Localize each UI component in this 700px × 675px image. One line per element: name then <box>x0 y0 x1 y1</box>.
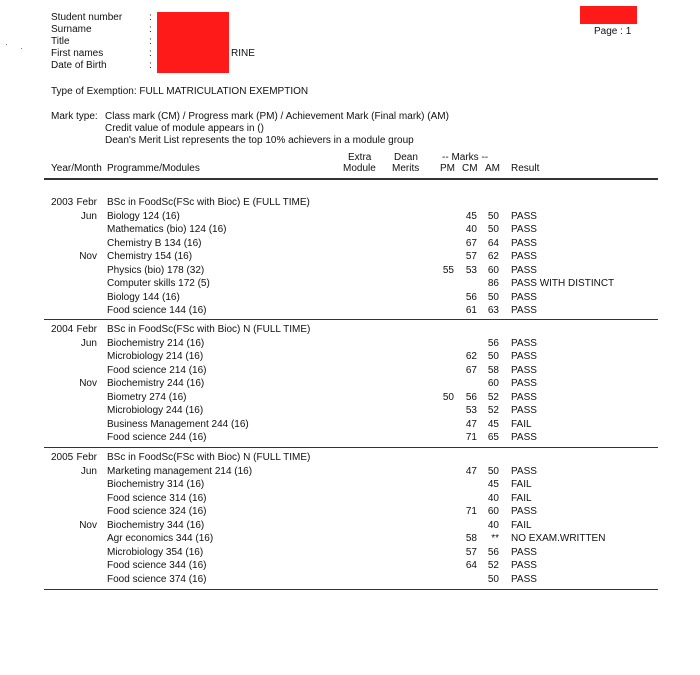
result-text: PASS <box>511 224 537 235</box>
am-mark: 50 <box>487 574 499 585</box>
programme-name: BSc in FoodSc(FSc with Bioc) N (FULL TIME) <box>107 324 311 335</box>
am-mark: 56 <box>487 338 499 349</box>
col-extra: Extra <box>348 152 372 163</box>
field-separator: : <box>149 60 152 71</box>
field-separator: : <box>149 48 152 59</box>
cm-mark: 40 <box>465 224 477 235</box>
cm-mark: 56 <box>465 392 477 403</box>
result-text: PASS <box>511 432 537 443</box>
module-name: Agr economics 344 (16) <box>107 533 214 544</box>
cm-mark: 58 <box>465 533 477 544</box>
result-text: FAIL <box>511 419 532 430</box>
module-name: Food science 314 (16) <box>107 493 207 504</box>
field-separator: : <box>149 12 152 23</box>
month-label: Febr <box>76 197 97 208</box>
col-cm: CM <box>462 163 478 174</box>
result-text: PASS <box>511 305 537 316</box>
result-text: PASS <box>511 211 537 222</box>
col-year-month: Year/Month <box>51 163 102 174</box>
col-dean: Dean <box>394 152 418 163</box>
col-am: AM <box>485 163 500 174</box>
result-text: PASS <box>511 292 537 303</box>
cm-mark: 62 <box>465 351 477 362</box>
am-mark: 58 <box>487 365 499 376</box>
cm-mark: 47 <box>465 419 477 430</box>
result-text: PASS <box>511 238 537 249</box>
am-mark: 86 <box>487 278 499 289</box>
module-name: Biology 124 (16) <box>107 211 180 222</box>
result-text: PASS <box>511 547 537 558</box>
module-name: Biology 144 (16) <box>107 292 180 303</box>
am-mark: 50 <box>487 466 499 477</box>
am-mark: 52 <box>487 560 499 571</box>
am-mark: 45 <box>487 419 499 430</box>
scan-speck <box>21 48 22 49</box>
module-name: Food science 144 (16) <box>107 305 207 316</box>
result-text: PASS WITH DISTINCT <box>511 278 615 289</box>
month-label: Jun <box>80 211 97 222</box>
mark-type-line: Class mark (CM) / Progress mark (PM) / Achievement Mark (Final mark) (AM) <box>105 111 449 122</box>
pm-mark: 50 <box>442 392 454 403</box>
am-mark: 50 <box>487 351 499 362</box>
result-text: FAIL <box>511 520 532 531</box>
programme-name: BSc in FoodSc(FSc with Bioc) E (FULL TIME) <box>107 197 310 208</box>
module-name: Food science 324 (16) <box>107 506 207 517</box>
result-text: PASS <box>511 405 537 416</box>
result-text: NO EXAM.WRITTEN <box>511 533 606 544</box>
mark-type-label: Mark type: <box>51 111 98 122</box>
module-name: Biochemistry 314 (16) <box>107 479 205 490</box>
col-merits: Merits <box>392 163 420 174</box>
month-label: Nov <box>79 251 97 262</box>
cm-mark: 57 <box>465 547 477 558</box>
redaction-block <box>157 12 229 73</box>
result-text: FAIL <box>511 479 532 490</box>
month-label: Nov <box>79 378 97 389</box>
col-programme: Programme/Modules <box>107 163 200 174</box>
result-text: PASS <box>511 392 537 403</box>
module-name: Physics (bio) 178 (32) <box>107 265 205 276</box>
student-number-label: Student number <box>51 12 123 23</box>
result-text: FAIL <box>511 493 532 504</box>
cm-mark: 71 <box>465 432 477 443</box>
module-name: Biochemistry 244 (16) <box>107 378 205 389</box>
am-mark: 40 <box>487 520 499 531</box>
result-text: PASS <box>511 251 537 262</box>
col-module: Module <box>343 163 376 174</box>
cm-mark: 53 <box>465 265 477 276</box>
module-name: Business Management 244 (16) <box>107 419 249 430</box>
cm-mark: 61 <box>465 305 477 316</box>
month-label: Febr <box>76 452 97 463</box>
exemption-type: Type of Exemption: FULL MATRICULATION EXEMPTION <box>51 86 309 97</box>
cm-mark: 71 <box>465 506 477 517</box>
cm-mark: 64 <box>465 560 477 571</box>
result-text: PASS <box>511 265 537 276</box>
result-text: PASS <box>511 378 537 389</box>
section-rule <box>44 319 658 320</box>
module-name: Biochemistry 214 (16) <box>107 338 205 349</box>
am-mark: 50 <box>487 292 499 303</box>
cm-mark: 57 <box>465 251 477 262</box>
cm-mark: 56 <box>465 292 477 303</box>
date-of-birth-label: Date of Birth <box>51 60 107 71</box>
module-name: Food science 374 (16) <box>107 574 207 585</box>
module-name: Mathematics (bio) 124 (16) <box>107 224 227 235</box>
month-label: Nov <box>79 520 97 531</box>
year-label: 2004 <box>51 324 74 335</box>
month-label: Jun <box>80 466 97 477</box>
am-mark: 40 <box>487 493 499 504</box>
module-name: Computer skills 172 (5) <box>107 278 210 289</box>
col-result: Result <box>511 163 540 174</box>
module-name: Chemistry B 134 (16) <box>107 238 202 249</box>
am-mark: 56 <box>487 547 499 558</box>
title-label: Title <box>51 36 70 47</box>
scan-speck <box>6 44 7 45</box>
module-name: Biometry 274 (16) <box>107 392 187 403</box>
result-text: PASS <box>511 365 537 376</box>
module-name: Microbiology 354 (16) <box>107 547 204 558</box>
col-pm: PM <box>440 163 455 174</box>
field-separator: : <box>149 24 152 35</box>
pm-mark: 55 <box>442 265 454 276</box>
surname-label: Surname <box>51 24 92 35</box>
programme-name: BSc in FoodSc(FSc with Bioc) N (FULL TIME) <box>107 452 311 463</box>
am-mark: 45 <box>487 479 499 490</box>
first-names-label: First names <box>51 48 104 59</box>
am-mark: 62 <box>487 251 499 262</box>
am-mark: 65 <box>487 432 499 443</box>
am-mark: ** <box>491 533 499 544</box>
mark-type-line: Credit value of module appears in () <box>105 123 264 134</box>
module-name: Biochemistry 344 (16) <box>107 520 205 531</box>
module-name: Food science 344 (16) <box>107 560 207 571</box>
result-text: PASS <box>511 338 537 349</box>
module-name: Marketing management 214 (16) <box>107 466 253 477</box>
section-rule <box>44 589 658 590</box>
header-rule <box>44 178 658 180</box>
cm-mark: 67 <box>465 238 477 249</box>
result-text: PASS <box>511 574 537 585</box>
result-text: PASS <box>511 560 537 571</box>
section-rule <box>44 447 658 448</box>
first-names-value: RINE <box>231 48 255 59</box>
am-mark: 50 <box>487 211 499 222</box>
cm-mark: 47 <box>465 466 477 477</box>
module-name: Food science 214 (16) <box>107 365 207 376</box>
field-separator: : <box>149 36 152 47</box>
year-label: 2005 <box>51 452 74 463</box>
month-label: Jun <box>80 338 97 349</box>
result-text: PASS <box>511 506 537 517</box>
am-mark: 64 <box>487 238 499 249</box>
am-mark: 50 <box>487 224 499 235</box>
module-name: Chemistry 154 (16) <box>107 251 193 262</box>
result-text: PASS <box>511 466 537 477</box>
cm-mark: 45 <box>465 211 477 222</box>
module-name: Food science 244 (16) <box>107 432 207 443</box>
cm-mark: 53 <box>465 405 477 416</box>
module-name: Microbiology 244 (16) <box>107 405 204 416</box>
module-name: Microbiology 214 (16) <box>107 351 204 362</box>
am-mark: 52 <box>487 392 499 403</box>
page-number: Page : 1 <box>594 26 632 37</box>
result-text: PASS <box>511 351 537 362</box>
year-label: 2003 <box>51 197 74 208</box>
col-marks: -- Marks -- <box>442 152 489 163</box>
am-mark: 60 <box>487 378 499 389</box>
cm-mark: 67 <box>465 365 477 376</box>
mark-type-line: Dean's Merit List represents the top 10% achievers in a module group <box>105 135 414 146</box>
am-mark: 60 <box>487 506 499 517</box>
redaction-block-top-right <box>580 6 637 24</box>
month-label: Febr <box>76 324 97 335</box>
am-mark: 63 <box>487 305 499 316</box>
am-mark: 52 <box>487 405 499 416</box>
am-mark: 60 <box>487 265 499 276</box>
